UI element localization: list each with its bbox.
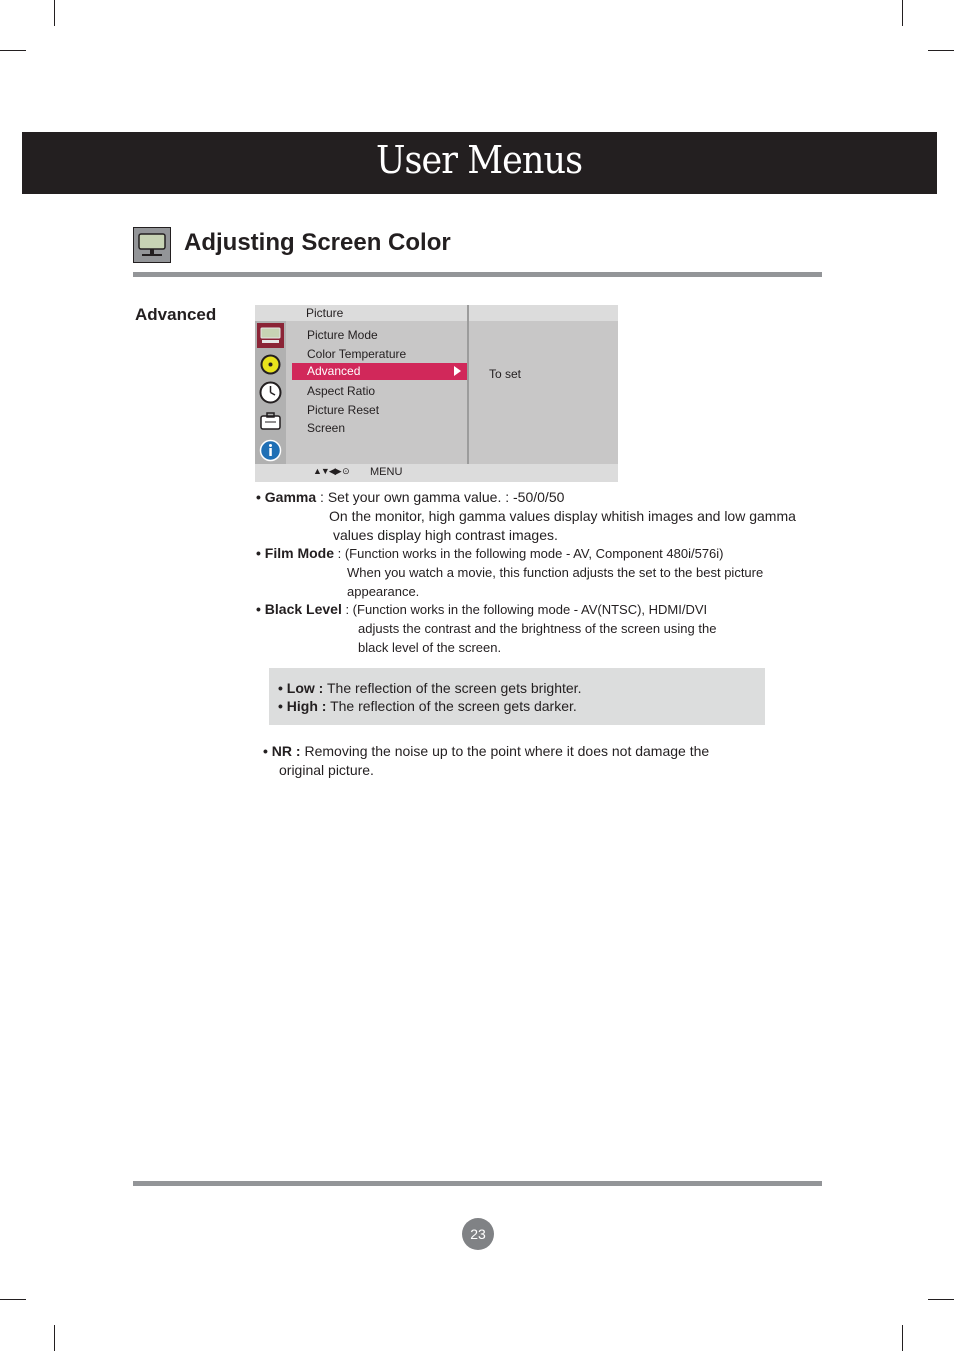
footer-rule (133, 1181, 822, 1186)
gamma-line-2: On the monitor, high gamma values display whitish images and low gamma (329, 508, 796, 524)
gamma-line-1 (256, 488, 564, 507)
osd-hint: To set (489, 367, 522, 381)
nr-text: Removing the noise up to the point where it does not damage the (300, 743, 710, 759)
page-header (22, 132, 937, 194)
nr-line-1 (263, 742, 709, 761)
black-level-term: • Black Level (256, 601, 342, 617)
osd-item-selected (292, 363, 467, 380)
navigation-arrows-icon: ▲▼◀▶ ⊙ (313, 466, 349, 476)
subsection-label: Advanced (135, 305, 217, 324)
high-text: The reflection of the screen gets darker. (326, 698, 577, 714)
low-text: The reflection of the screen gets brighter. (323, 680, 582, 696)
crop-mark (928, 1299, 954, 1300)
film-mode-line-3: appearance. (347, 584, 420, 599)
black-level-line-3: black level of the screen. (358, 640, 502, 655)
black-level-line-1 (256, 600, 707, 619)
crop-mark (902, 1325, 903, 1351)
page-title: User Menus (376, 138, 583, 182)
picture-icon (257, 323, 284, 348)
film-mode-line-2: When you watch a movie, this function adjusts the set to the best picture (347, 565, 764, 580)
high-option (278, 697, 577, 716)
osd-item-label: Advanced (307, 364, 361, 378)
monitor-icon (133, 227, 171, 263)
crop-mark (928, 50, 954, 51)
crop-mark (0, 1299, 26, 1300)
gamma-line-3: values display high contrast images. (333, 527, 558, 543)
osd-menu (255, 305, 618, 482)
film-mode-term: • Film Mode (256, 545, 335, 561)
black-level-line-2: adjusts the contrast and the brightness of the screen using the (358, 621, 717, 636)
crop-mark (54, 1325, 55, 1351)
film-mode-line-1 (256, 544, 724, 563)
osd-item: Color Temperature (307, 347, 407, 361)
osd-divider (467, 305, 469, 482)
osd-icon-column (255, 321, 286, 464)
gamma-text: : Set your own gamma value. : -50/0/50 (316, 489, 565, 505)
section-rule (133, 272, 822, 277)
film-mode-text: : (Function works in the following mode - AV, Component 480i/576i) (334, 546, 724, 561)
option-icon (257, 409, 284, 434)
information-icon (257, 438, 284, 463)
gamma-term: • Gamma (256, 489, 317, 505)
osd-menu-label: MENU (370, 466, 403, 478)
osd-bottom-bar (255, 464, 618, 482)
crop-mark (902, 0, 903, 26)
arrow-right-icon (454, 366, 461, 376)
osd-item: Screen (307, 421, 346, 435)
high-term: • High : (278, 698, 327, 714)
osd-item: Aspect Ratio (307, 384, 376, 398)
low-term: • Low : (278, 680, 324, 696)
time-icon (257, 380, 284, 405)
crop-mark (54, 0, 55, 26)
sound-icon (257, 352, 284, 377)
low-option (278, 679, 581, 698)
crop-mark (0, 50, 26, 51)
osd-item: Picture Mode (307, 328, 378, 342)
nr-line-2: original picture. (279, 762, 374, 778)
osd-item: Picture Reset (307, 403, 380, 417)
nr-term: • NR : (263, 743, 301, 759)
section-title: Adjusting Screen Color (184, 229, 451, 256)
osd-title: Picture (306, 306, 344, 320)
page-number: 23 (462, 1218, 494, 1250)
black-level-text: : (Function works in the following mode - AV(NTSC), HDMI/DVI (341, 602, 708, 617)
